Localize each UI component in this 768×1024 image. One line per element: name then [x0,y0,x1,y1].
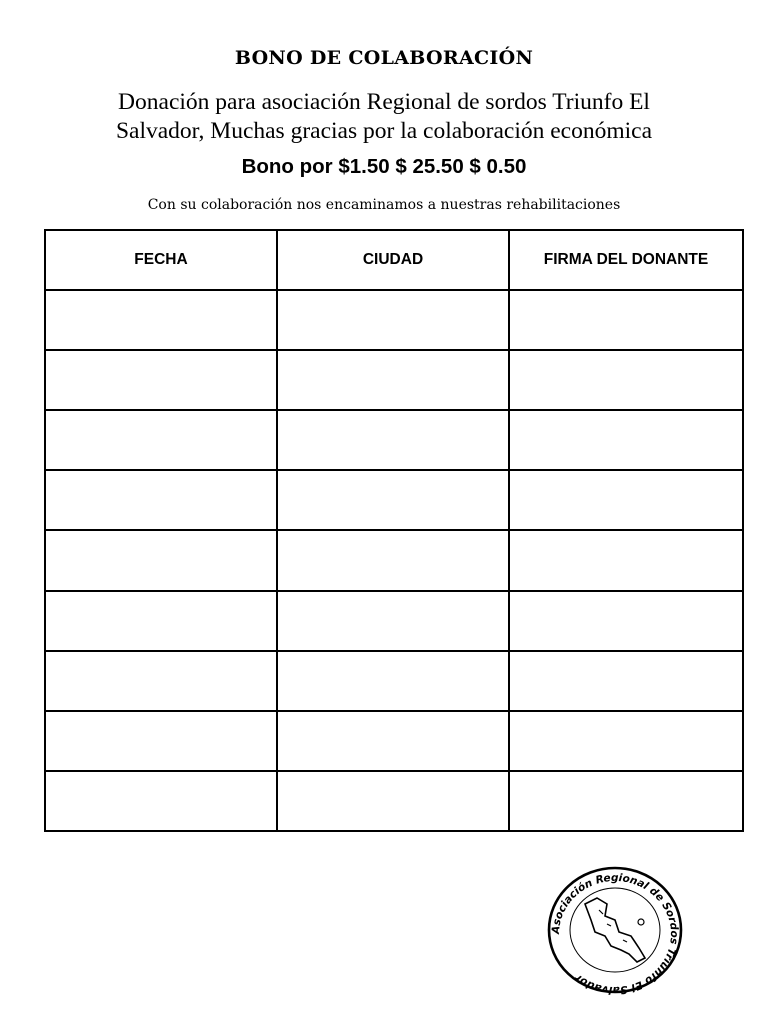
table-cell [509,771,743,831]
intro-paragraph [40,88,728,146]
table-cell [277,530,509,590]
table-cell [277,470,509,530]
table-cell [277,350,509,410]
table-cell [45,591,277,651]
intro-line-2: Salvador, Muchas gracias por la colaboración económica [115,118,653,144]
table-row [45,470,743,530]
table-row [45,771,743,831]
association-seal-stamp-icon [545,862,685,997]
bond-amounts: Bono por $1.50 $ 25.50 $ 0.50 [241,155,527,178]
table-cell [509,410,743,470]
table-cell [277,290,509,350]
document-title: BONO DE COLABORACIÓN [234,47,534,69]
table-cell [45,711,277,771]
table-row [45,350,743,410]
table-cell [45,290,277,350]
table-cell [509,290,743,350]
table-row [45,290,743,350]
table-row [45,711,743,771]
motto-line: Con su colaboración nos encaminamos a nuestras rehabilitaciones [147,197,621,213]
donor-table [44,229,744,832]
table-cell [277,711,509,771]
header-firma-del-donante: FIRMA DEL DONANTE [509,230,743,290]
seal-text: Asociación Regional de Sordos Triunfo El Salvador [549,871,681,997]
table-cell [509,470,743,530]
table-cell [277,771,509,831]
donor-table-body [45,290,743,831]
table-cell [45,651,277,711]
table-cell [277,591,509,651]
table-row [45,530,743,590]
header-ciudad: CIUDAD [277,230,509,290]
table-cell [45,410,277,470]
table-cell [509,591,743,651]
table-cell [45,530,277,590]
table-cell [277,410,509,470]
table-row [45,410,743,470]
header-fecha: FECHA [45,230,277,290]
table-row [45,651,743,711]
table-cell [45,350,277,410]
table-cell [277,651,509,711]
table-header-row [45,230,743,290]
table-cell [509,350,743,410]
table-cell [509,651,743,711]
table-cell [509,711,743,771]
table-cell [509,530,743,590]
intro-line-1: Donación para asociación Regional de sordos Triunfo El [118,89,650,115]
table-row [45,591,743,651]
table-cell [45,771,277,831]
table-cell [45,470,277,530]
